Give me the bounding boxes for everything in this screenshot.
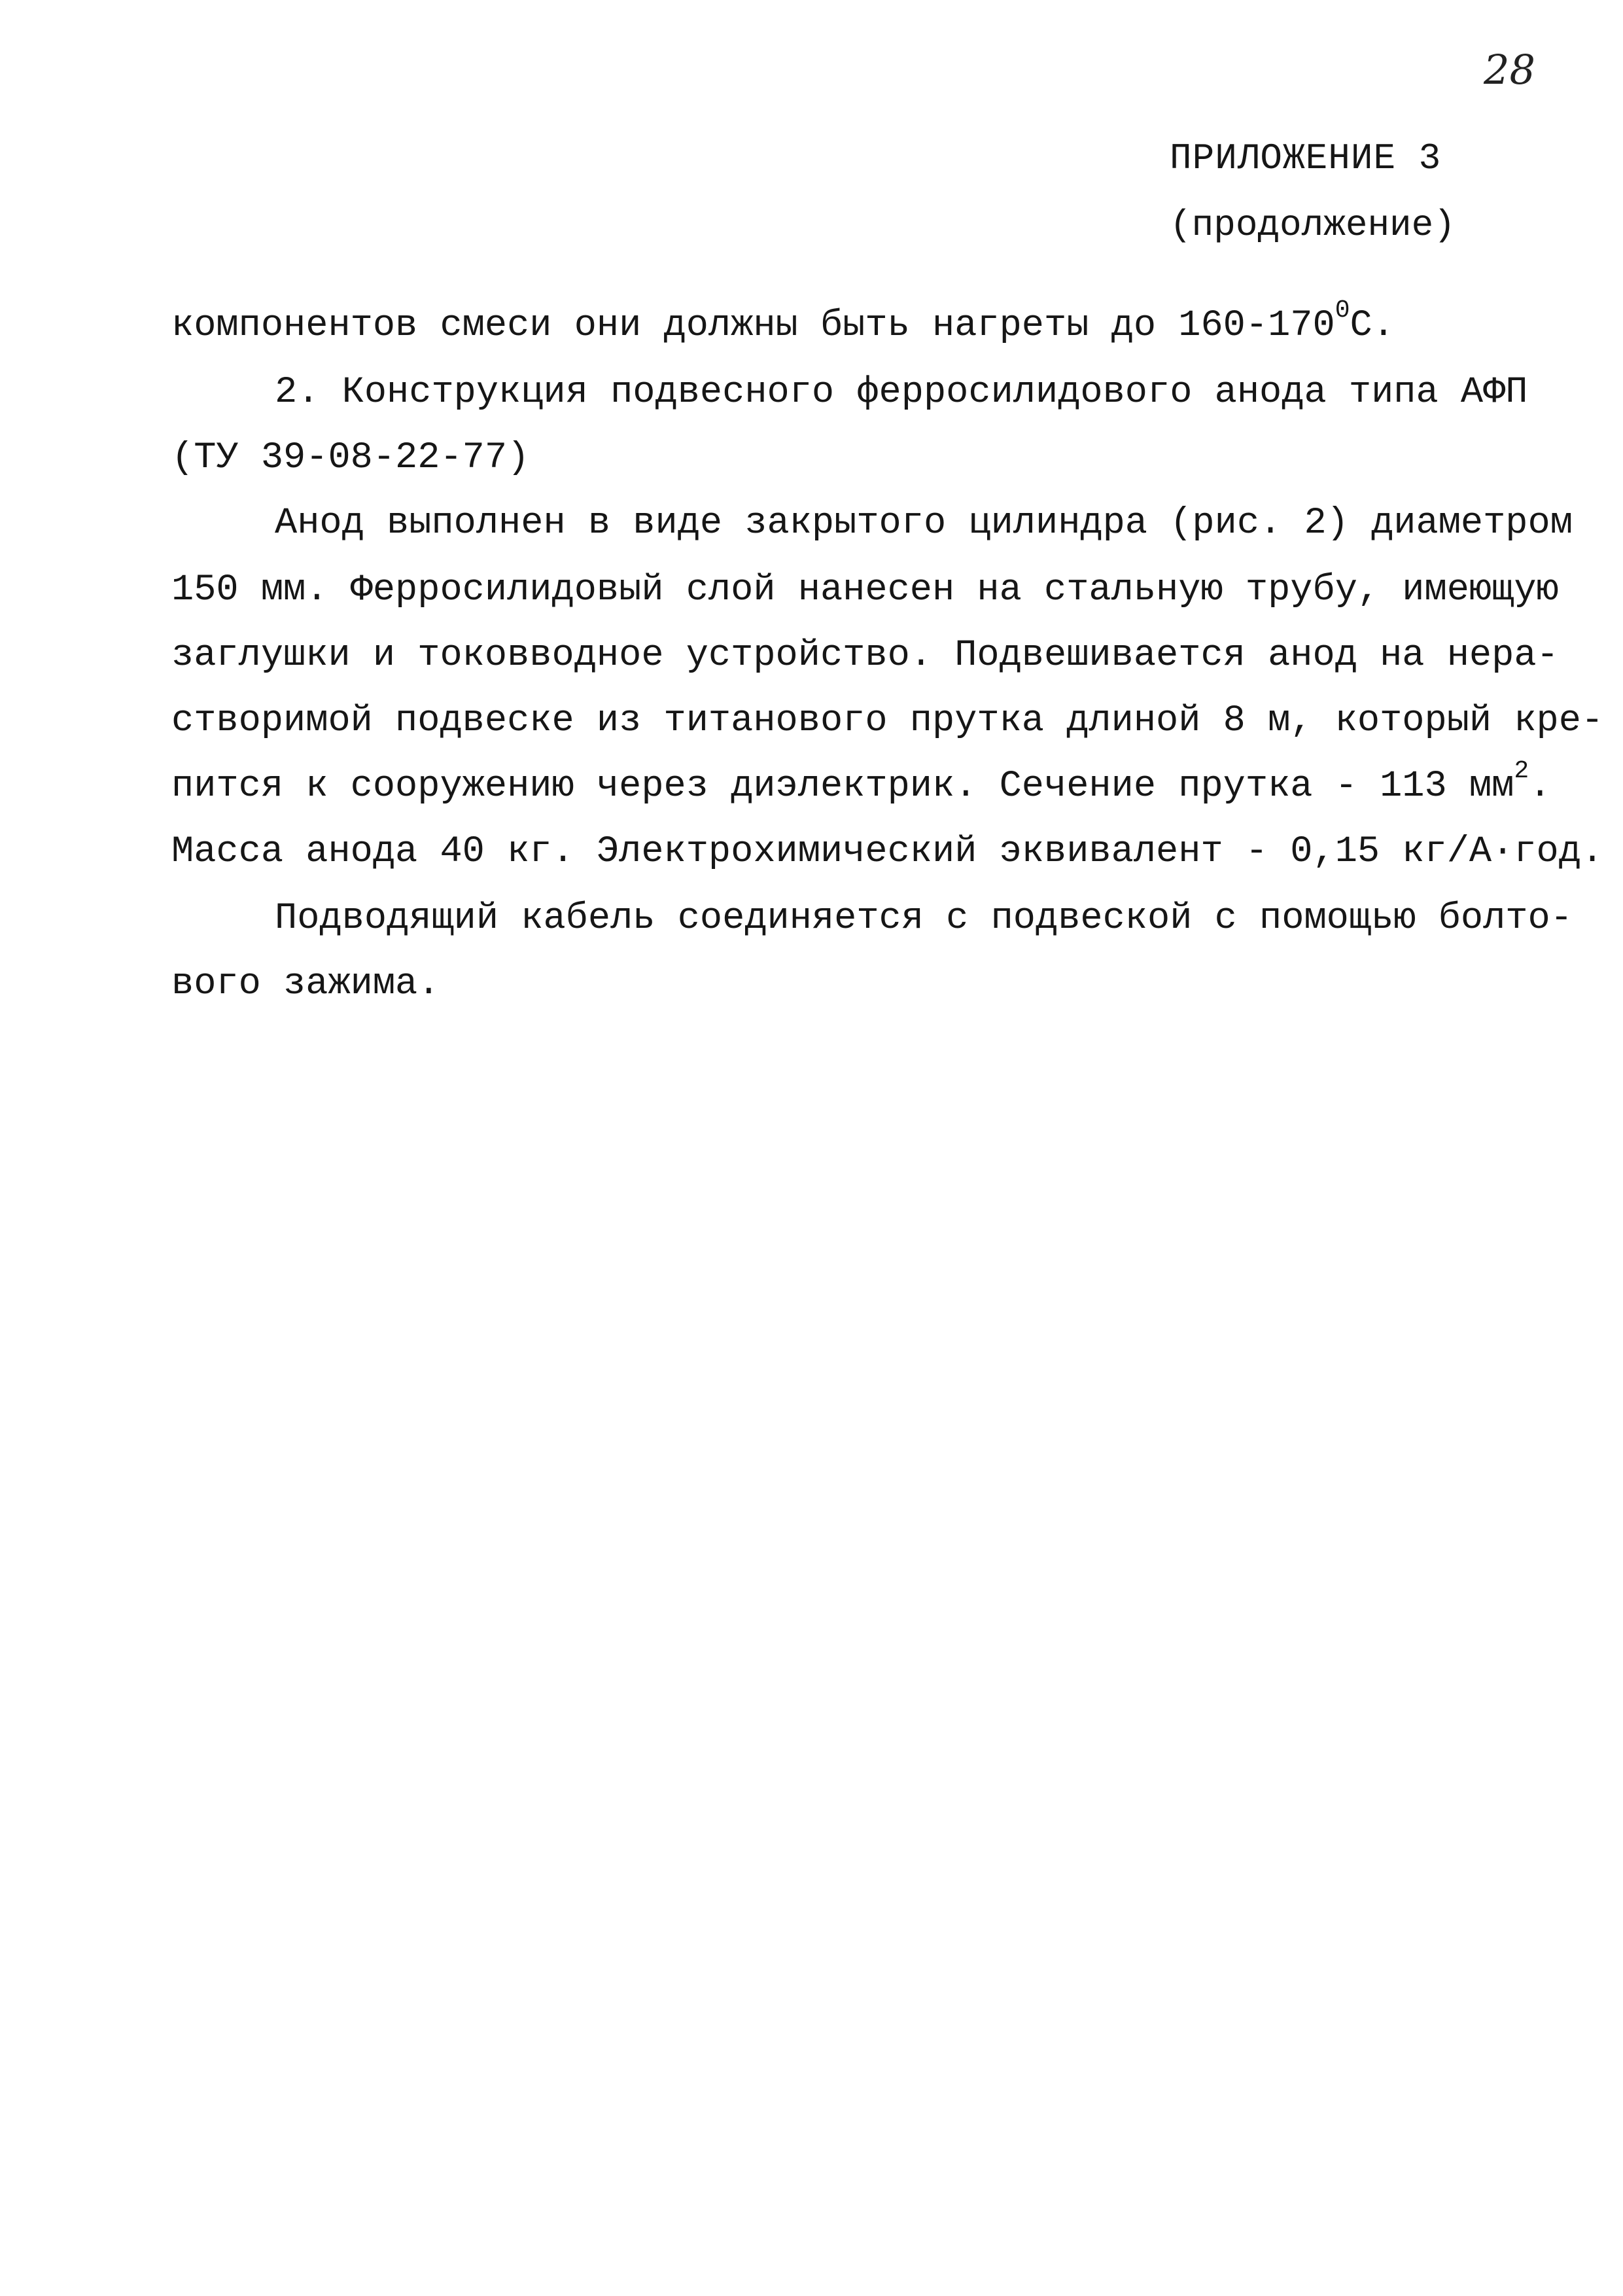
- text-line: заглушки и токовводное устройство. Подвешивается анод на нера-: [171, 635, 1559, 677]
- text-line: [171, 296, 1395, 347]
- text-line: Масса анода 40 кг. Электрохимический эквивалент - 0,15 кг/А·год.: [171, 831, 1604, 873]
- page-number: 28: [1484, 46, 1535, 94]
- text-line: Подводящий кабель соединяется с подвеской с помощью болто-: [275, 898, 1573, 940]
- appendix-subtitle: (продолжение): [1170, 204, 1456, 246]
- text-segment: компонентов смеси они должны быть нагреты до 160-170: [171, 305, 1335, 347]
- text-line: вого зажима.: [171, 963, 440, 1005]
- text-line: створимой подвеске из титанового прутка длиной 8 м, который кре-: [171, 700, 1604, 742]
- text-segment: .: [1529, 766, 1552, 807]
- text-segment: пится к сооружению через диэлектрик. Сечение прутка - 113 мм: [171, 766, 1514, 807]
- text-line: 150 мм. Ферросилидовый слой нанесен на стальную трубу, имеющую: [171, 569, 1559, 611]
- superscript: 2: [1514, 757, 1529, 785]
- text-line: Анод выполнен в виде закрытого цилиндра (рис. 2) диаметром: [275, 503, 1573, 544]
- appendix-title: ПРИЛОЖЕНИЕ 3: [1170, 137, 1442, 179]
- text-segment: С.: [1350, 305, 1395, 347]
- text-line: [171, 757, 1552, 807]
- section-heading: 2. Конструкция подвесного ферросилидового анода типа АФП: [275, 372, 1528, 414]
- superscript: 0: [1335, 296, 1350, 325]
- text-line: (ТУ 39-08-22-77): [171, 437, 530, 479]
